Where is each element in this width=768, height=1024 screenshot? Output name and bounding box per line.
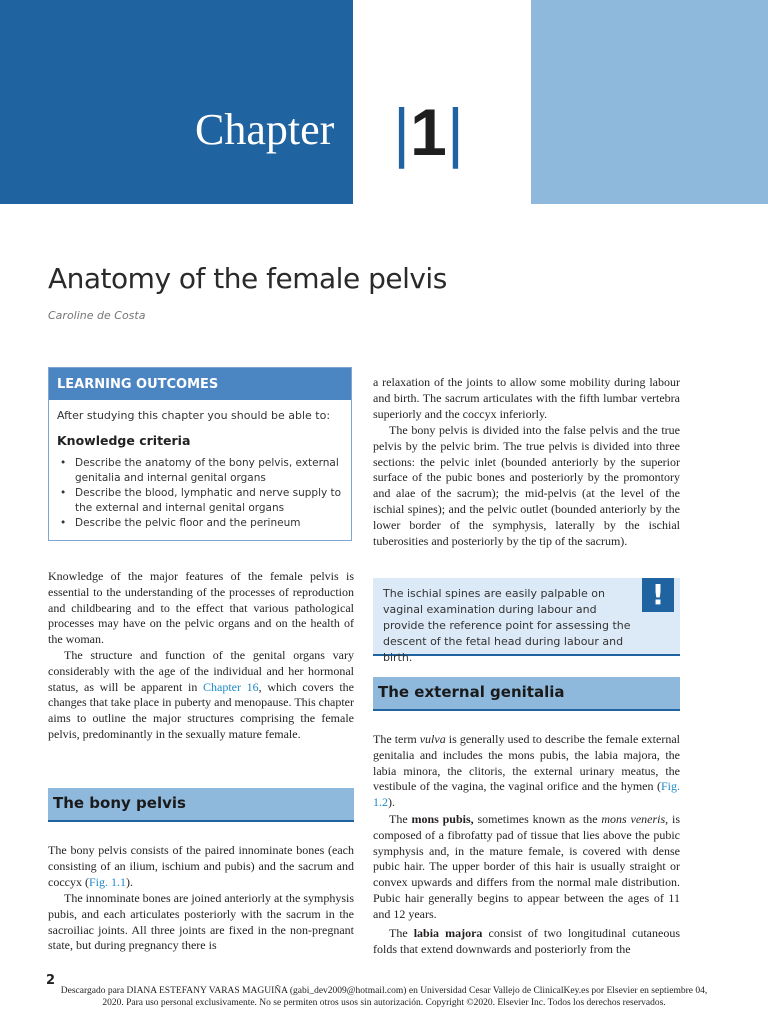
right-paragraph-2-text: The bony pelvis is divided into the false pelvis and the true pelvis by the pelvic brim. The true pelvis is divided into three sections: the pelvic inlet (bounded anteriorly by the superior surface of the pubic bones and posteriorly by the promontory and alae of the sacrum); the mid-pelvis (at the level of the ischial spines); and the pelvic outlet (bounded anteriorly by the lower border of the symphysis, laterally by the ischial tuberosities and posteriorly by the tip of the sacrum). xyxy=(373,423,680,548)
ext-p3-labia-majora: labia majora xyxy=(413,926,483,940)
ext-p2-text-a: The xyxy=(389,812,412,826)
learning-outcomes-intro: After studying this chapter you should be able to: xyxy=(57,409,331,422)
chapter-16-link[interactable]: Chapter 16 xyxy=(203,679,259,694)
author-name: Caroline de Costa xyxy=(48,309,146,322)
external-genitalia-paragraph-2 xyxy=(373,812,680,923)
ext-p1-vulva: vulva xyxy=(419,732,446,746)
chapter-label: Chapter xyxy=(195,105,335,154)
ext-p2-text-e: is composed of a fibrofatty pad of tissue that lies above the pubic symphysis and, in the mature female, is covered with dense pubic hair. The upper border of this hair is usually straight or convex upwards and differs from the normal male distribution. Pubic hair generally begins to appear between the ages of 11 and 12 years. xyxy=(373,812,681,921)
exclamation-icon: ! xyxy=(642,578,674,612)
ext-p3-text-a: The xyxy=(389,926,414,940)
callout-text: The ischial spines are easily palpable on vaginal examination during labour and provide the reference point for assessing the descent of the fetal head during labour and birth. xyxy=(383,587,631,664)
ext-p3-text-c: consist of two longitudinal cutaneous folds that extend downwards and posteriorly from the xyxy=(373,926,681,956)
bony-pelvis-paragraph-1 xyxy=(48,843,354,890)
external-genitalia-heading: The external genitalia xyxy=(378,683,565,701)
fig-1-1-link[interactable]: Fig. 1.1 xyxy=(88,874,126,889)
bony-pelvis-p2-text: The innominate bones are joined anteriorly at the symphysis pubis, and each articulates posteriorly with the sacrum in the sacroiliac joints. All three joints are fixed in the non-pregnant state, but during pregnancy there is xyxy=(48,891,354,953)
chapter-banner-right xyxy=(531,0,768,204)
bony-pelvis-section-header xyxy=(48,788,354,822)
external-genitalia-paragraph-3 xyxy=(373,926,680,958)
ext-p1-text-d: ). xyxy=(388,795,395,810)
fig-1-2-link[interactable]: Fig. 1.2 xyxy=(373,779,680,810)
external-genitalia-section-header xyxy=(373,677,680,711)
intro-paragraph-2-text-b: , which covers the changes that take place in puberty and menopause. This chapter aims to outline the major structures comprising the female pelvis, predominantly in the sexually mature female. xyxy=(48,679,354,741)
bony-pelvis-p1-text-b: ). xyxy=(126,874,133,889)
ext-p2-mons-veneris: mons veneris, xyxy=(601,812,669,826)
page-number: 2 xyxy=(46,973,56,988)
chapter-divider-right: | xyxy=(446,95,465,169)
list-item: • Describe the pelvic floor and the perineum xyxy=(57,516,347,531)
ext-p2-text-c: sometimes known as the xyxy=(473,812,602,826)
learning-outcomes-box xyxy=(48,367,352,541)
learning-outcomes-header xyxy=(49,368,351,400)
list-item: • Describe the anatomy of the bony pelvis, external genitalia and internal genital organs xyxy=(57,456,347,486)
clinical-note-callout xyxy=(373,578,680,664)
download-notice-footer xyxy=(30,985,738,1009)
intro-paragraph-1: Knowledge of the major features of the female pelvis is essential to the understanding of the processes of reproduction and childbearing and to the effect that various pathological processes may have on the pelvic organs and on the health of the woman. xyxy=(48,569,354,647)
bony-pelvis-heading: The bony pelvis xyxy=(53,794,186,812)
learning-outcomes-heading: LEARNING OUTCOMES xyxy=(57,377,219,392)
right-paragraph-2 xyxy=(373,423,680,549)
external-genitalia-paragraph-1 xyxy=(373,732,680,811)
ext-p1-text-a: The term xyxy=(373,732,420,746)
bony-pelvis-p1-text-a: The bony pelvis consists of the paired innominate bones (each consisting of an ilium, ischium and pubis) and the sacrum and coccyx ( xyxy=(48,843,354,889)
page-title: Anatomy of the female pelvis xyxy=(48,262,447,295)
bony-pelvis-paragraph-2 xyxy=(48,891,354,954)
learning-outcomes-list xyxy=(57,456,347,531)
knowledge-criteria-heading: Knowledge criteria xyxy=(57,433,191,448)
chapter-banner-left xyxy=(0,0,353,204)
footer-line-2: 2020. Para uso personal exclusivamente. No se permiten otros usos sin autorización. Copyright ©2020. Elsevier Inc. Todos los derechos reservados. xyxy=(102,998,666,1008)
footer-line-1: Descargado para DIANA ESTEFANY VARAS MAGUIÑA (gabi_dev2009@hotmail.com) en Universidad Cesar Vallejo de ClinicalKey.es por Elsevier en septiembre 04, xyxy=(60,986,708,996)
ext-p1-text-c: is generally used to describe the female external genitalia and includes the mons pubis, the labia majora, the labia minora, the clitoris, the external urinary meatus, the vestibule of the vagina, the vaginal orifice and the hymen ( xyxy=(373,732,680,794)
list-item: • Describe the blood, lymphatic and nerve supply to the external and internal genital organs xyxy=(57,486,347,516)
ext-p2-mons-pubis: mons pubis, xyxy=(411,812,474,826)
intro-paragraph-2-text-a: The structure and function of the genital organs vary considerably with the age of the individual and her hormonal status, as will be apparent in xyxy=(48,648,354,694)
intro-paragraph-2 xyxy=(48,648,354,743)
right-paragraph-1: a relaxation of the joints to allow some mobility during labour and birth. The sacrum articulates with the fifth lumbar vertebra superiorly and the coccyx inferiorly. xyxy=(373,375,680,421)
chapter-number xyxy=(393,92,464,172)
chapter-divider-left: | xyxy=(393,95,411,169)
chapter-number-value: 1 xyxy=(410,95,447,169)
